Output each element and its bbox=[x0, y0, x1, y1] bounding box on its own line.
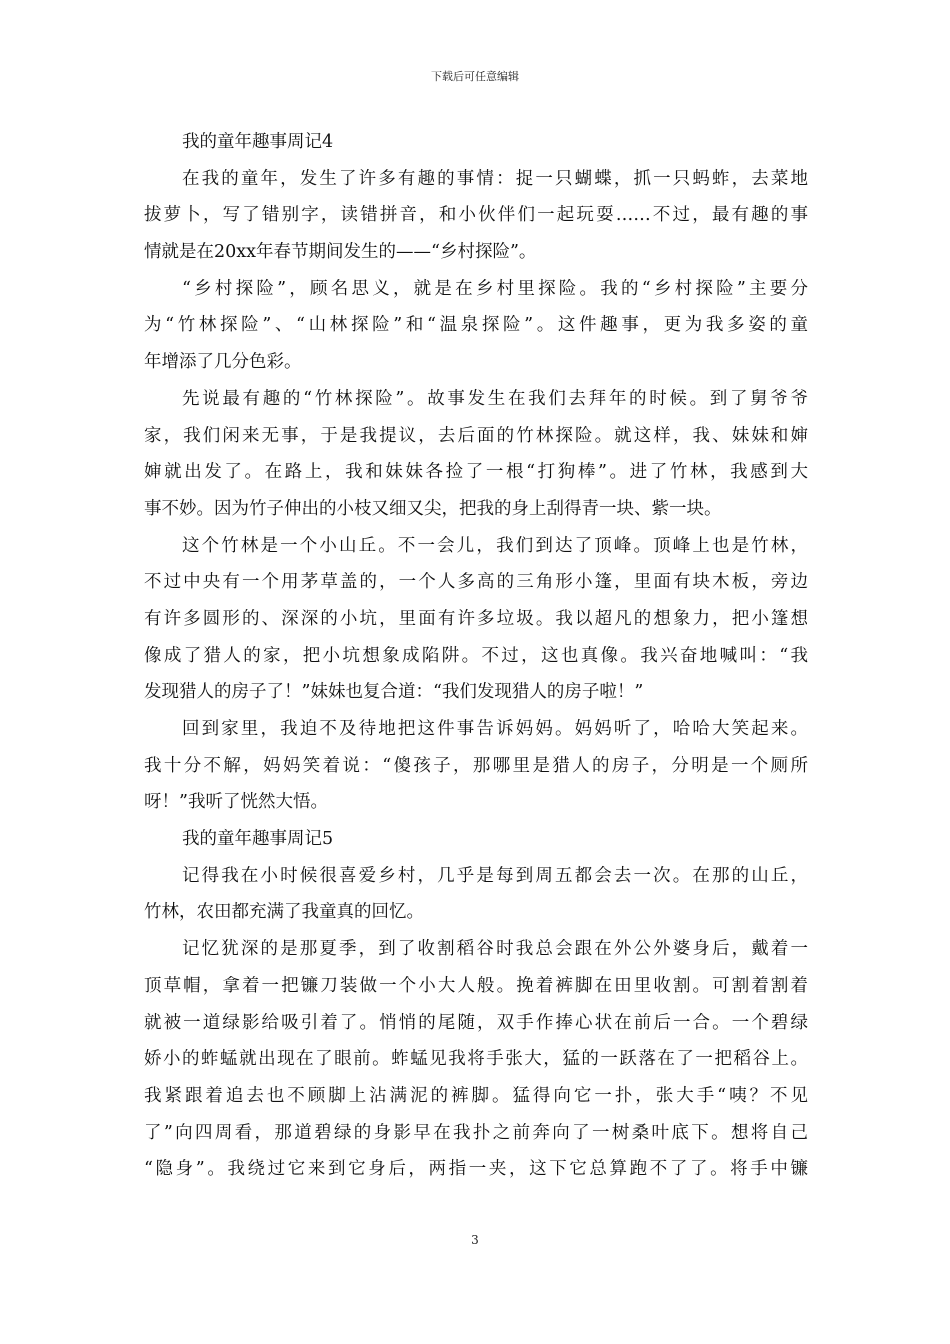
document-body bbox=[144, 124, 808, 1188]
paragraph-line: 发现猎人的房子了！”妹妹也复合道：“我们发现猎人的房子啦！” bbox=[144, 682, 644, 703]
paragraph-line: 像成了猎人的家，把小坑想象成陷阱。不过，这也真像。我兴奋地喊叫：“我 bbox=[144, 645, 808, 666]
paragraph-line: 这个竹林是一个小山丘。不一会儿，我们到达了顶峰。顶峰上也是竹林， bbox=[182, 535, 808, 556]
paragraph-line: 事不妙。因为竹子伸出的小枝又细又尖，把我的身上刮得青一块、紫一块。 bbox=[144, 498, 722, 519]
paragraph-line: 先说最有趣的“竹林探险”。故事发生在我们去拜年的时候。到了舅爷爷 bbox=[182, 388, 808, 409]
section-heading: 我的童年趣事周记5 bbox=[182, 829, 334, 850]
page-number: 3 bbox=[471, 1233, 479, 1247]
paragraph-line: 竹林，农田都充满了我童真的回忆。 bbox=[144, 902, 424, 923]
paragraph-line: “乡村探险”，顾名思义，就是在乡村里探险。我的“乡村探险”主要分 bbox=[182, 278, 808, 299]
paragraph-line: 我十分不解，妈妈笑着说：“傻孩子，那哪里是猎人的房子，分明是一个厕所 bbox=[144, 755, 808, 776]
paragraph-line: 为“竹林探险”、“山林探险”和“温泉探险”。这件趣事，更为我多姿的童 bbox=[144, 315, 808, 336]
paragraph-line: “隐身”。我绕过它来到它身后，两指一夹，这下它总算跑不了了。将手中镰 bbox=[144, 1159, 808, 1180]
paragraph-line: 在我的童年，发生了许多有趣的事情：捉一只蝴蝶，抓一只蚂蚱，去菜地 bbox=[182, 168, 808, 189]
paragraph-line: 不过中央有一个用茅草盖的，一个人多高的三角形小篷，里面有块木板，旁边 bbox=[144, 572, 808, 593]
paragraph-line: 记得我在小时候很喜爱乡村，几乎是每到周五都会去一次。在那的山丘， bbox=[182, 865, 808, 886]
paragraph-line: 婶就出发了。在路上，我和妹妹各捡了一根“打狗棒”。进了竹林，我感到大 bbox=[144, 462, 808, 483]
paragraph-line: 了”向四周看，那道碧绿的身影早在我扑之前奔向了一树桑叶底下。想将自己 bbox=[144, 1122, 808, 1143]
paragraph-line: 拔萝卜，写了错别字，读错拼音，和小伙伴们一起玩耍……不过，最有趣的事 bbox=[144, 205, 808, 226]
paragraph-line: 记忆犹深的是那夏季，到了收割稻谷时我总会跟在外公外婆身后，戴着一 bbox=[182, 939, 808, 960]
paragraph-line: 有许多圆形的、深深的小坑，里面有许多垃圾。我以超凡的想象力，把小篷想 bbox=[144, 608, 808, 629]
paragraph-line: 我紧跟着追去也不顾脚上沾满泥的裤脚。猛得向它一扑，张大手“咦？不见 bbox=[144, 1085, 808, 1106]
paragraph-line: 顶草帽，拿着一把镰刀装做一个小大人般。挽着裤脚在田里收割。可割着割着 bbox=[144, 975, 808, 996]
paragraph-line: 年增添了几分色彩。 bbox=[144, 352, 302, 373]
page-header: 下载后可任意编辑 bbox=[431, 70, 519, 83]
paragraph-line: 回到家里，我迫不及待地把这件事告诉妈妈。妈妈听了，哈哈大笑起来。 bbox=[182, 719, 808, 739]
section-heading: 我的童年趣事周记4 bbox=[182, 132, 334, 152]
paragraph-line: 家，我们闲来无事，于是我提议，去后面的竹林探险。就这样，我、妹妹和婶 bbox=[144, 425, 808, 446]
paragraph-line: 娇小的蚱蜢就出现在了眼前。蚱蜢见我将手张大，猛的一跃落在了一把稻谷上。 bbox=[144, 1049, 808, 1070]
paragraph-line: 就被一道绿影给吸引着了。悄悄的尾随，双手作捧心状在前后一合。一个碧绿 bbox=[144, 1012, 808, 1033]
paragraph-line: 呀！”我听了恍然大悟。 bbox=[144, 792, 328, 813]
paragraph-line: 情就是在20xx年春节期间发生的——“乡村探险”。 bbox=[144, 242, 537, 263]
